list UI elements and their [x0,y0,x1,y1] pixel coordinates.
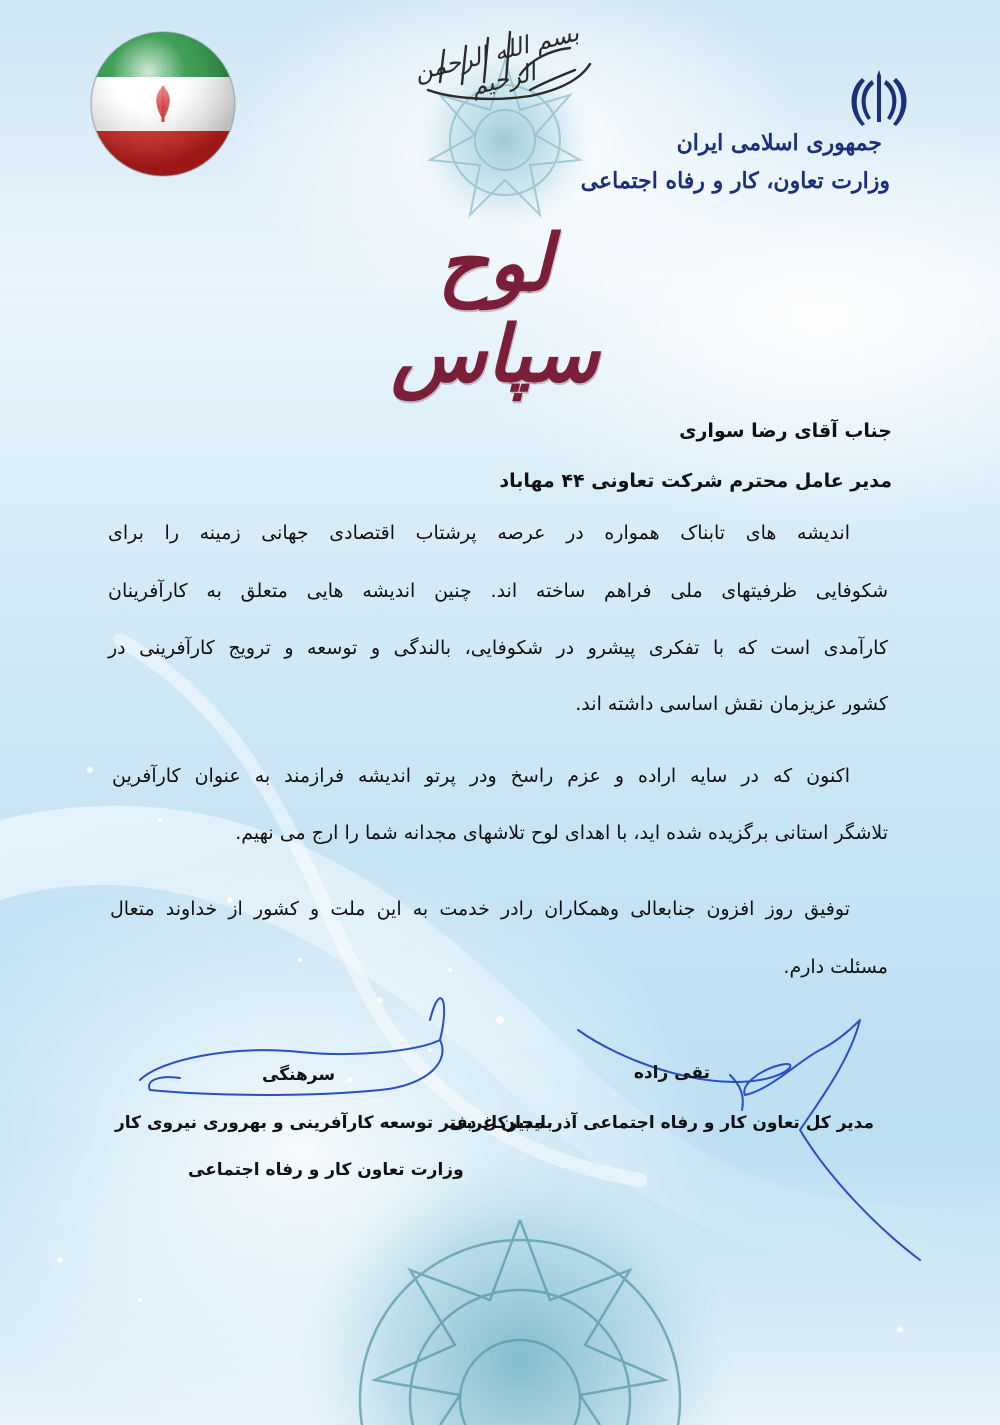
paragraph1-line4: کشور عزیزمان نقش اساسی داشته اند. [575,693,888,715]
paragraph1-line2: شکوفایی ظرفیتهای ملی فراهم ساخته اند. چنین اندیشه هایی متعلق به کارآفرینان [108,580,888,602]
recipient-name: جناب آقای رضا سواری [679,420,892,442]
right-signature-scribble [578,1020,920,1260]
paragraph3-line2: مسئلت دارم. [783,956,888,978]
paragraph3-line1: توفیق روز افزون جنابعالی وهمکاران رادر خدمت به این ملت و کشور از خداوند متعال [110,898,850,920]
recipient-position: مدیر عامل محترم شرکت تعاونی ۴۴ مهاباد [499,470,892,492]
right-signer-name: تقی زاده [633,1063,710,1083]
paragraph1-line1: اندیشه های تابناک همواره در عرصه پرشتاب اقتصادی جهانی زمینه را برای [108,522,850,544]
paragraph2-line2: تلاشگر استانی برگزیده شده اید، با اهدای لوح تلاشهای مجدانه شما را ارج می نهیم. [235,822,888,844]
left-signer-title: مدیرکل دفتر توسعه کارآفرینی و بهروری نیروی کار [115,1113,545,1133]
ministry-line2: وزارت تعاون، کار و رفاه اجتماعی [580,168,890,194]
ministry-line1: جمهوری اسلامی ایران [676,130,882,156]
left-signer-name: سرهنگی [262,1065,336,1085]
certificate-title: لوح سپاس [391,218,599,400]
right-signer-title: مدیر کل تعاون کار و رفاه اجتماعی آذربایجان غربی [448,1113,874,1133]
basmala-text: بسم الله الرحمن الرحیم [411,18,582,102]
paragraph1-line3: کارآمدی است که با تفکری پیشرو در شکوفایی، بالندگی و توسعه و ترویج کارآفرینی در [108,637,888,659]
paragraph2-line1: اکنون که در سایه اراده و عزم راسخ ودر پرتو اندیشه فرازمند به عنوان کارآفرین [112,765,850,787]
left-signer-organization: وزارت تعاون کار و رفاه اجتماعی [188,1160,464,1180]
